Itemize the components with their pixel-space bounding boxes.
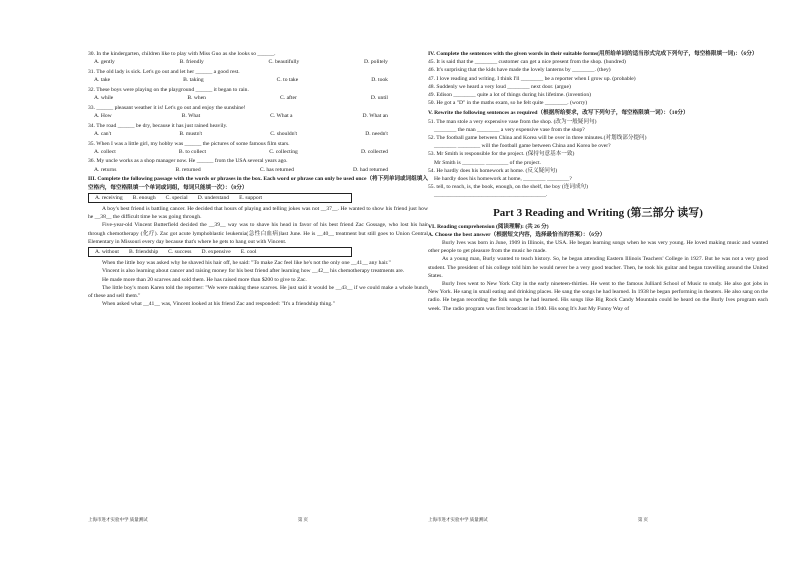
footer-school: 上海市进才实验中学 质量测试 — [88, 516, 148, 522]
sentence-item: 50. He got a "D" in the maths exam, so he felt quite ________. (worry) — [428, 100, 588, 107]
option-row — [94, 112, 428, 120]
word-box-1 — [88, 193, 352, 203]
passage-part-1 — [88, 205, 428, 246]
option: D. collected — [360, 148, 388, 155]
section5-list — [428, 118, 768, 200]
option: C. after — [280, 95, 297, 102]
box-word: E. cool — [240, 248, 257, 255]
option-row — [94, 76, 428, 84]
option: D. politely — [364, 59, 388, 66]
option: A. while — [94, 95, 114, 102]
option-row — [94, 94, 428, 102]
option: C. What a — [270, 112, 293, 119]
question-stem: 31. The old lady is sick. Let's go out and let her ______ a good rest. — [88, 68, 240, 75]
section3-title: III. Complete the following passage with the words or phrases in the box. Each word or phrase can only be used once（将下列单词或词组填入空格内，每空格限填一个单词或词组，每词只能填一次）：（8分） — [88, 176, 428, 191]
option: C. shouldn't — [270, 130, 298, 137]
left-page — [88, 50, 428, 520]
passage-paragraph: When the little boy was asked why he shaved his hair off, he said: "To make Zac feel like he's not the only one __41__ any hair." — [102, 260, 391, 267]
question-stem: 34. The road ______ be dry, because it has just rained heavily. — [88, 122, 228, 129]
option: B. mustn't — [179, 130, 203, 137]
passage-paragraph: He made more than 20 scarves and sold them. He has raised more than $200 to give to Zac. — [102, 276, 307, 283]
passage-paragraph: When asked what __41__ was, Vincent looked at his friend Zac and responded: "It's a friendship thing." — [102, 301, 335, 308]
passage-paragraph: The little boy's mom Karen told the reporter: "We were making these scarves. He just said it would be __43__ if we could make a whole bunch of these and sell them." — [88, 284, 428, 299]
box-word: C. special — [165, 194, 188, 201]
section5-title: V. Rewrite the following sentences as required（根据所给要求，改写下列句子，每空格限填一词）：（10分） — [428, 110, 689, 117]
box-word: D. expensive — [201, 248, 231, 255]
option: B. when — [187, 95, 206, 102]
passage-paragraph: A boy's best friend is battling cancer. He decided that hours of playing and telling jokes was not __37__. He wanted to show his friend just how he __38__ the difficult time he was going through. — [88, 205, 428, 221]
option: A. take — [94, 77, 111, 84]
passage-paragraph: Vincent is also learning about cancer and raising money for his best friend after learning how __42__ his chemotherapy treatments are. — [102, 268, 405, 275]
option-row — [94, 148, 428, 156]
box-word: D. understand — [197, 194, 230, 201]
part3-heading: Part 3 Reading and Writing (第三部分 读写) — [493, 206, 703, 219]
option: C. beautifully — [268, 59, 300, 66]
option: A. returns — [94, 166, 117, 173]
section4-title: IV. Complete the sentences with the given words in their suitable forms(用所给单词的适当形式完成下列句子，每空格限填一词)：（6分） — [428, 51, 758, 57]
box-word: A. without — [95, 248, 119, 255]
sentence-item: 48. Suddenly we heard a very loud ________ next door. (argue) — [428, 83, 571, 90]
option: B. to collect — [178, 148, 207, 155]
section4-list — [428, 58, 768, 107]
sentence-item: 49. Edison ________ quite a lot of things during his lifetime. (invention) — [428, 92, 591, 99]
footer-page: 第 页 — [637, 516, 648, 522]
reading-paragraph: Burly Ives was born in June, 1909 in Illinois, the USA. He began learning songs when he was very young. He loved making music and wanted other people to get pleasure from the music he made. — [428, 240, 768, 255]
option-row — [94, 58, 428, 66]
rewrite-item: ________ ________ will the football game between China and Korea be over? — [434, 143, 611, 150]
rewrite-item: ________________________________________. — [434, 192, 548, 199]
option: A. gently — [94, 59, 115, 66]
word-box-2 — [88, 247, 352, 257]
box-word: A. receiving — [95, 194, 123, 201]
question-stem: 33. ______ pleasant weather it is! Let's go out and enjoy the sunshine! — [88, 104, 246, 111]
option: D. took — [371, 77, 388, 84]
rewrite-item: 54. He hardly does his homework at home. (反义疑问句) — [428, 167, 558, 174]
sentence-item: 47. I love reading and writing. I think I'll ________ be a reporter when I grow up. (probable) — [428, 75, 636, 82]
multiple-choice-list — [88, 50, 428, 174]
option: B. taking — [183, 77, 204, 84]
option-row — [94, 130, 428, 138]
right-footer — [428, 516, 768, 524]
footer-page: 第 页 — [297, 516, 308, 522]
rewrite-item: Mr Smith is ________ ________ of the project. — [434, 159, 541, 166]
question-stem: 30. In the kindergarten, children like to play with Miss Guo as she looks so ______. — [88, 51, 276, 57]
rewrite-item: 55. tell, to reach, is, the book, enough, on the shelf, the boy (连词成句) — [428, 184, 589, 191]
option: B. returned — [175, 166, 201, 173]
option: D. What an — [362, 112, 388, 119]
option-row — [94, 166, 428, 174]
footer-school: 上海市进才实验中学 质量测试 — [428, 516, 488, 522]
right-page — [428, 50, 768, 520]
question-stem: 32. These boys were playing on the playground ______ it began to rain. — [88, 86, 249, 93]
option: B. What — [181, 112, 201, 119]
passage-part-2 — [88, 259, 428, 308]
reading-paragraph: Burly Ives went to New York City in the early nineteen-thirties. He went to the famous Julliard School of Music to study. He also got jobs in New York. He sang in small eating and drinking places. He sang the songs he had learned. In 1938 he began performing in theaters. He also sang on the radio. He began recording the folk songs he had learned. His songs like Big Rock Candy Mountain could be heard on the Burly Ives program each week. The radio program was first broadcast in 1940. His song It's Just My Funny Way of — [428, 281, 768, 312]
rewrite-item: ________ the man ________ a very expensive vase from the shop? — [434, 126, 585, 133]
question-stem: 36. My uncle works as a shop manager now. He ______ from the USA several years ago. — [88, 158, 288, 165]
sentence-item: 45. It is said that the ________ customer can get a nice present from the shop. (hundred) — [428, 59, 626, 66]
option: D. until — [370, 95, 388, 102]
rewrite-item: 53. Mr Smith is responsible for the project. (保持句意基本一致) — [428, 151, 575, 158]
option: C. has returned — [259, 166, 294, 173]
passage-paragraph: Five-year-old Vincent Butterfield decided the __39__ way was to shave his head in favor of his best friend Zac Gossage, who lost his hair through chemotherapy (化疗). Zac got acute lymphoblastic leukemia(急性白血病)last June. He is __40__ treatment but still goes to Union Central Elementary in Missouri every day because that's where he gets to hang out with Vincent. — [88, 222, 428, 245]
option: D. had returned — [353, 166, 388, 173]
reading-paragraph: As a young man, Burly wanted to teach history. So, he began attending Eastern Illinois Teachers' College in 1927. But he was not a very good student. The president of his college told him he would never be a very good teacher. Then, he took his guitar and began travelling around the United States. — [428, 256, 768, 279]
option: A. collect — [94, 148, 116, 155]
sectionA-title: A. Choose the best answer（根据短文内容，选择最恰当的答案）：（6分） — [428, 231, 606, 238]
option: D. needn't — [365, 130, 388, 137]
reading-passage — [428, 239, 768, 313]
rewrite-item: 51. The man stole a very expensive vase from the shop. (改为一般疑问句) — [428, 118, 597, 125]
box-word: B. friendship — [128, 248, 159, 255]
option: A. How — [94, 112, 112, 119]
option: C. collecting — [269, 148, 298, 155]
question-stem: 35. When I was a little girl, my hobby was ______ the pictures of some famous film stars. — [88, 140, 290, 147]
option: B. friendly — [179, 59, 204, 66]
rewrite-item: He hardly does his homework at home, ________ ________? — [434, 176, 572, 183]
rewrite-item: 52. The football game between China and Korea will be over in three minutes.(对划线部分提问) — [428, 135, 647, 142]
box-word: C. success — [168, 248, 192, 255]
box-word: B. enough — [132, 194, 156, 201]
option: C. to take — [276, 77, 299, 84]
left-footer — [88, 516, 428, 524]
sentence-item: 46. It's surprising that the kids have made the lovely lanterns by ________. (they) — [428, 67, 611, 74]
box-word: E. support — [239, 194, 263, 201]
option: A. can't — [94, 130, 112, 137]
section6-title: VI. Reading comprehension (阅读理解): (共 26 分) — [428, 223, 549, 230]
